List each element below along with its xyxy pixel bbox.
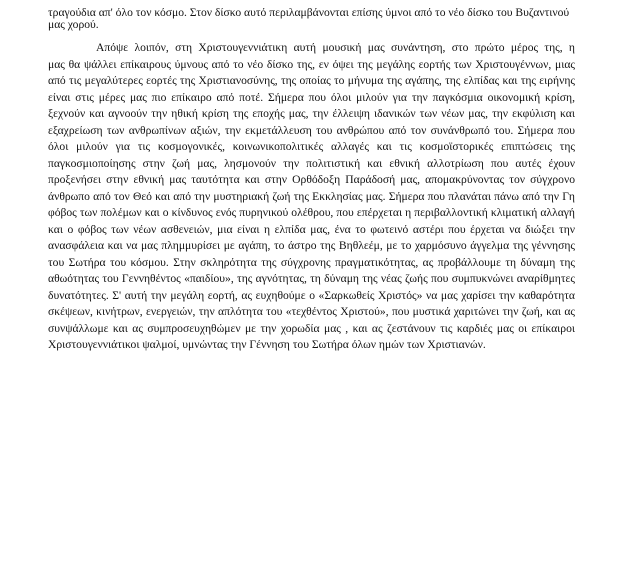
- text-line: ξεχνούν και αγνοούν την ηθική κρίση της εποχής μας, την έλλειψη ιδανικών των νέων μας, την εκφύλιση και: [48, 107, 575, 120]
- intro-paragraph: [48, 7, 575, 31]
- text-line: φόβος των πολέμων και ο κίνδυνος ενός πυρηνικού ολέθρου, που επέρχεται η περιβαλλοντική κλιματική αλλαγή: [48, 206, 575, 219]
- text-line: ανασφάλεια και να μας πλημμυρίσει με αγάπη, το άστρο της Βηθλεέμ, με το χαρμόσυνο άγγελμα της γέννησης: [48, 239, 575, 252]
- document-page: [48, 7, 575, 354]
- text-line: δυνατότητες. Σ' αυτή την μεγάλη εορτή, ας ευχηθούμε ο «Σαρκωθείς Χριστός» να μας χαρίσει την καθαρότητα: [48, 288, 575, 302]
- text-line: άνθρωπο από τον Θεό και από την μυστηριακή ζωή της Εκκλησίας μας. Σήμερα που πλανάται πάνω από την Γη: [48, 189, 575, 203]
- text-line: και ο φόβος των νέων ασθενειών, μια είναι η ελπίδα μας, ένα το φωτεινό αστέρι που έρχεται να διώξει την: [48, 222, 575, 236]
- text-line: συνψάλλωμε και ας συμπροσευχηθώμεν με την χορωδία μας , και ας ζεστάνουν τις καρδιές μας οι επίκαιροι: [48, 321, 575, 335]
- text-line: σκέψεων, κινήτρων, ενεργειών, την απλότητα του «τεχθέντος Χριστού», που μυστικά χαριτώνει την ζωή, και ας: [48, 305, 575, 318]
- text-line: από τις μεγαλύτερες εορτές της Χριστιανοσύνης, της οποίας το μήνυμα της αγάπης, της ελπίδας και της ειρήνης: [48, 74, 575, 87]
- text-line: Χριστουγεννιάτικοι ψαλμοί, υμνώντας την Γέννηση του Σωτήρα όλων ημών των Χριστιανών.: [48, 338, 486, 351]
- text-line: προξενήσει στην εθνική μας ταυτότητα και στην Ορθόδοξη Παράδοσή μας, απομακρύνοντας τον σύγχρονο: [48, 173, 575, 186]
- text-line: του Σωτήρα του κόσμου. Στην σκληρότητα της σύγχρονης πραγματικότητας, ας προβάλλουμε τη δύναμη της: [48, 255, 575, 269]
- text-line: Απόψε λοιπόν, στη Χριστουγεννιάτικη αυτή μουσική μας συνάντηση, στο πρώτο μέρος της, η: [96, 41, 575, 54]
- main-paragraph: [48, 40, 575, 354]
- text-line: μας θα ψάλλει επίκαιρους ύμνους από το νέο δίσκο της, εν όψει της μεγάλης εορτής των Χριστουγέννων, μιας: [48, 57, 575, 71]
- text-line: μας χορού.: [48, 18, 99, 31]
- text-line: εξαχρείωση των ανθρωπίνων αξιών, την εκμετάλλευση του ανθρώπου από τον συνάνθρωπό του. Σήμερα που: [48, 123, 575, 137]
- text-line: παγκοσμιοποίησης στην ζωή μας, λησμονούν την πολιτιστική και εθνική αλλοτρίωση που αυτές έχουν: [48, 156, 575, 170]
- text-line: όλοι μιλούν για τις κοσμογονικές, κοινωνικοπολιτικές αλλαγές και τις κοσμοϊστορικές επιπτώσεις της: [48, 140, 575, 153]
- text-line: τραγούδια απ' όλο τον κόσμο. Στον δίσκο αυτό περιλαμβάνονται επίσης ύμνοι από το νέο δίσκο του Βυζαντινού: [48, 6, 570, 19]
- text-line: αθωότητας του Γεννηθέντος «παιδίου», της αγνότητας, τη δύναμη της νέας ζωής που συμπυκνώνει αναρίθμητες: [48, 272, 575, 285]
- text-line: είναι στις μέρες μας πιο επίκαιρο από ποτέ. Σήμερα που όλοι μιλούν για την παγκόσμια οικονομική κρίση,: [48, 90, 575, 104]
